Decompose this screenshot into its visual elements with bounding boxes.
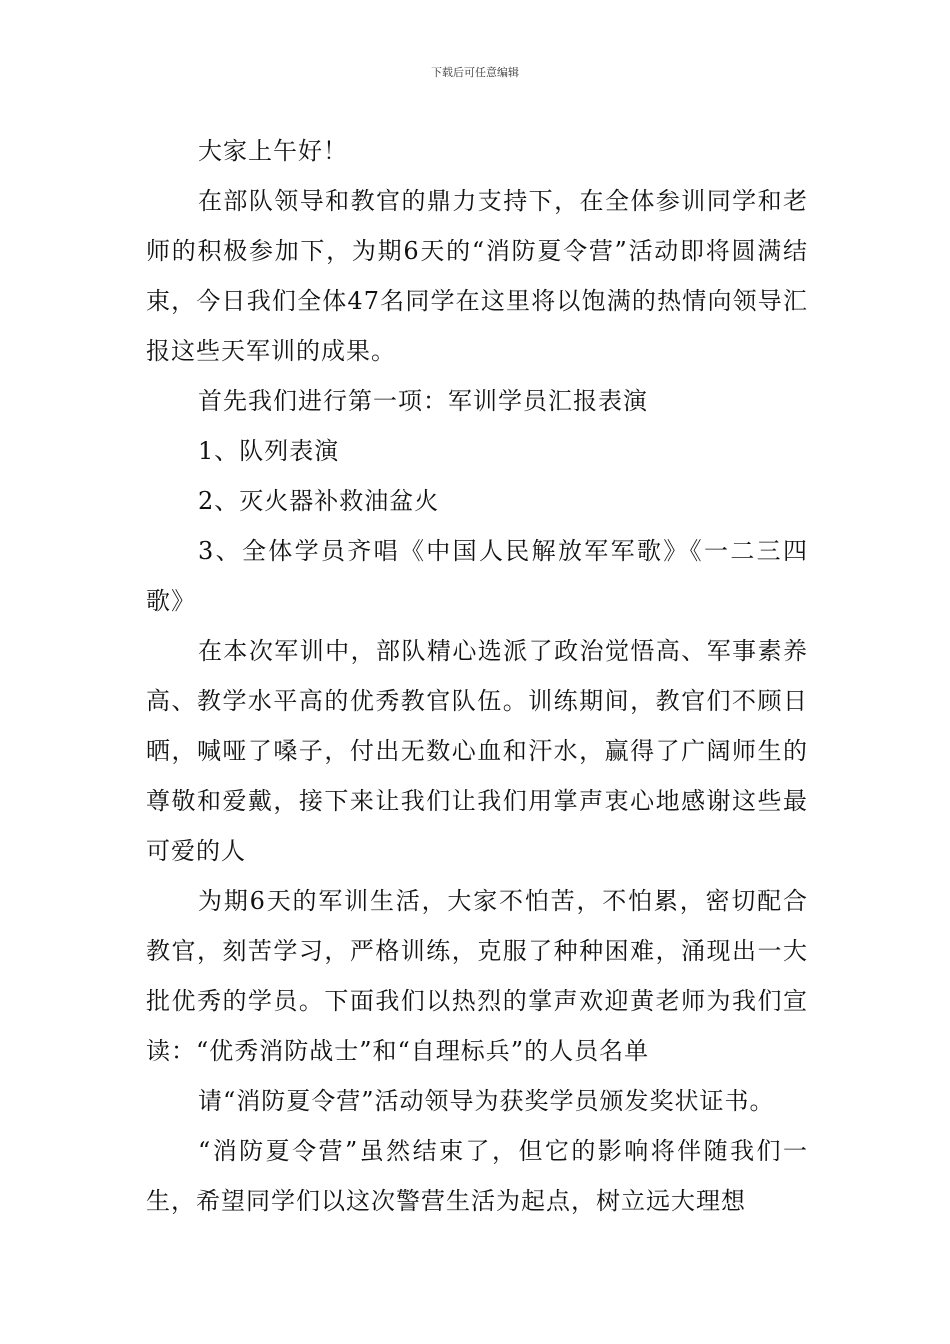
paragraph-first-item: 首先我们进行第一项：军训学员汇报表演 xyxy=(198,387,648,415)
page-header: 下载后可任意编辑 xyxy=(431,66,519,79)
list-item-3: 3、全体学员齐唱《中国人民解放军军歌》《一二三四歌》 xyxy=(146,537,808,615)
paragraph-intro: 在部队领导和教官的鼎力支持下，在全体参训同学和老师的积极参加下，为期6天的“消防夏令营”活动即将圆满结束，今日我们全体47名同学在这里将以饱满的热情向领导汇报这些天军训的成果。 xyxy=(146,187,808,365)
document-body xyxy=(146,126,808,1226)
list-item-2: 2、灭火器补救油盆火 xyxy=(198,487,440,515)
list-item-1: 1、队列表演 xyxy=(198,437,340,465)
paragraph-awards: 请“消防夏令营”活动领导为获奖学员颁发奖状证书。 xyxy=(198,1087,775,1115)
paragraph-training-life: 为期6天的军训生活，大家不怕苦，不怕累，密切配合教官，刻苦学习，严格训练，克服了种种困难，涌现出一大批优秀的学员。下面我们以热烈的掌声欢迎黄老师为我们宣读：“优秀消防战士”和“自理标兵”的人员名单 xyxy=(146,887,808,1065)
paragraph-greeting: 大家上午好！ xyxy=(198,137,348,165)
paragraph-closing: “消防夏令营”虽然结束了，但它的影响将伴随我们一生，希望同学们以这次警营生活为起点，树立远大理想 xyxy=(146,1137,808,1215)
paragraph-instructors: 在本次军训中，部队精心选派了政治觉悟高、军事素养高、教学水平高的优秀教官队伍。训练期间，教官们不顾日晒，喊哑了嗓子，付出无数心血和汗水，赢得了广阔师生的尊敬和爱戴，接下来让我们让我们用掌声衷心地感谢这些最可爱的人 xyxy=(146,637,808,865)
